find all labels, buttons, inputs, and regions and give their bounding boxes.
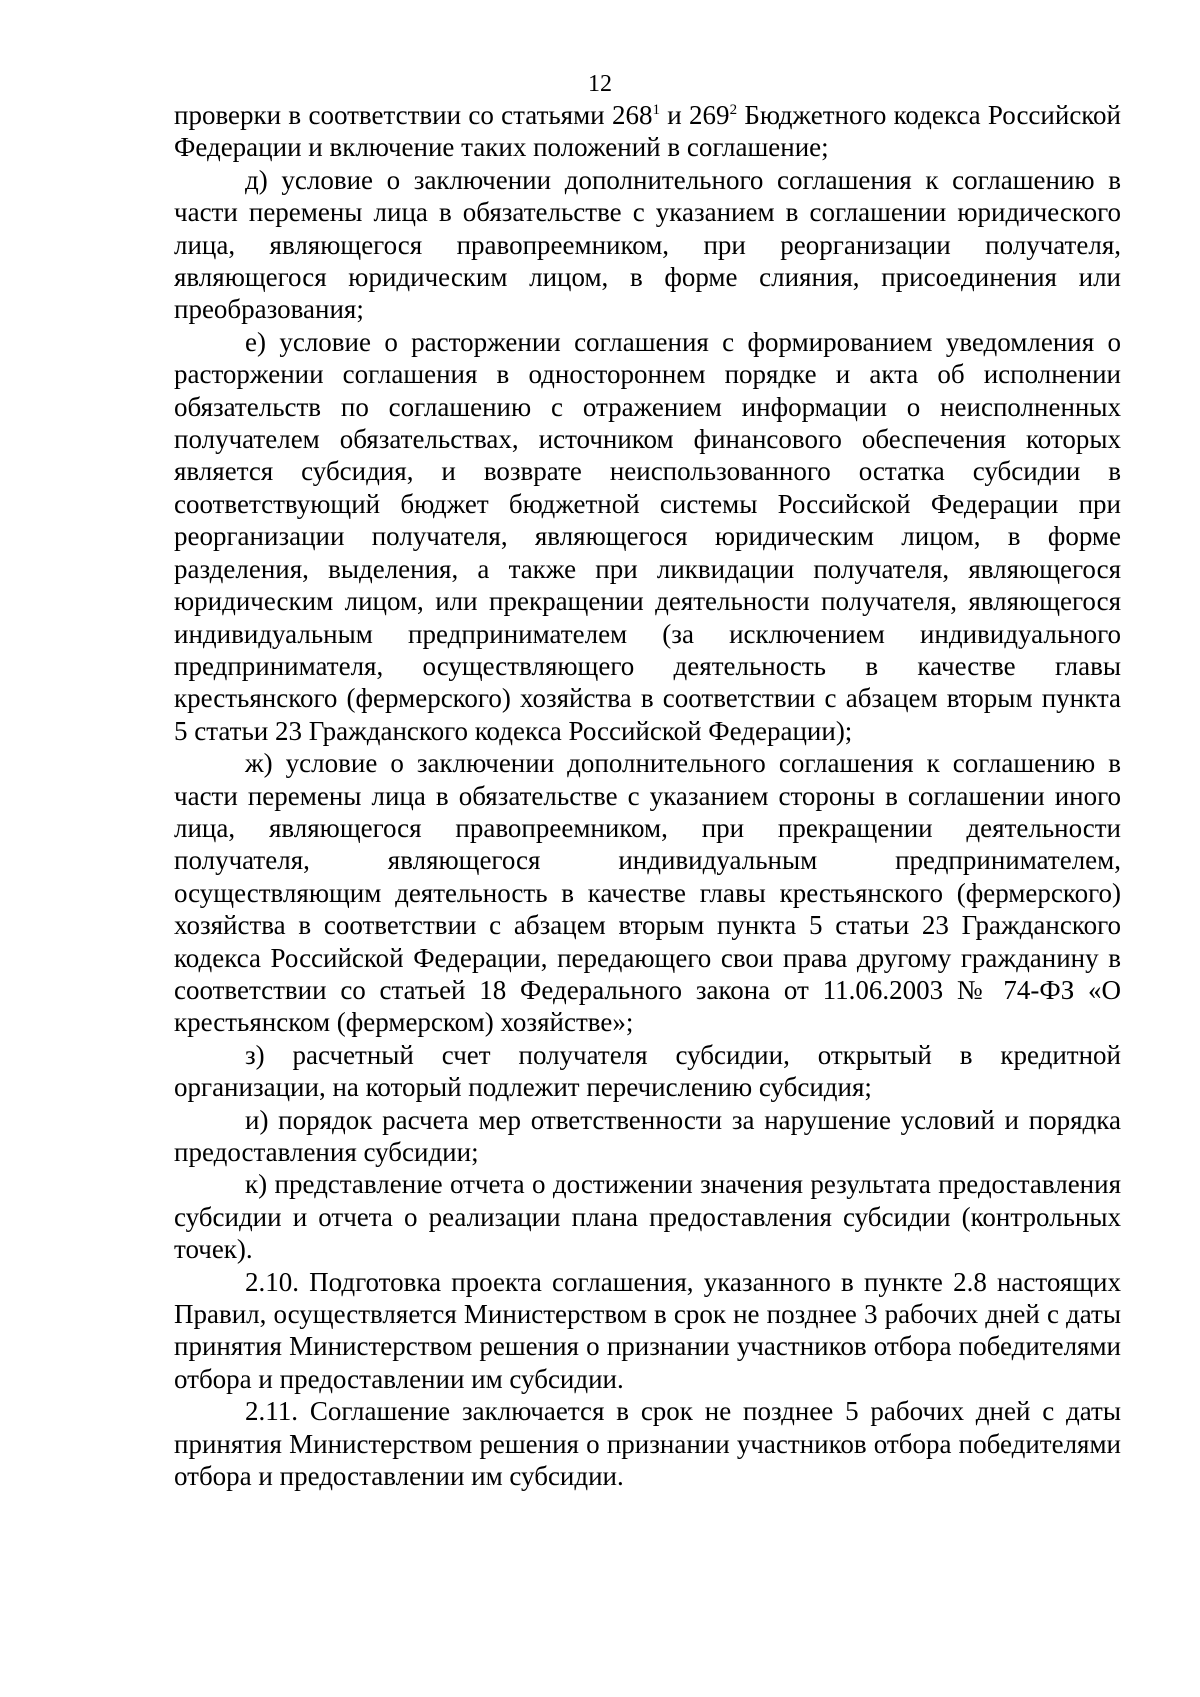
document-body [174,99,1121,1492]
paragraph-text: проверки в соответствии со статьями 268 [174,100,653,130]
paragraph-item-z: з) расчетный счет получателя субсидии, открытый в кредитной организации, на который подлежит перечислению субсидия; [174,1039,1121,1103]
paragraph-item-zh: ж) условие о заключении дополнительного соглашения к соглашению в части перемены лица в обязательстве с указанием стороны в соглашении иного лица, являющегося правопреемником, при прекращении деятельности получателя, являющегося индивидуальным предпринимателем, осуществляющим деятельность в качестве главы крестьянского (фермерского) хозяйства в соответствии с абзацем вторым пункта 5 статьи 23 Гражданского кодекса Российской Федерации, передающего свои права другому гражданину в соответствии со статьей 18 Федерального закона от 11.06.2003 № 74-ФЗ «О крестьянском (фермерском) хозяйстве»; [174,748,1121,1038]
superscript-one: 1 [652,102,660,118]
paragraph-text: и 269 [659,100,730,130]
paragraph-budget-code-check [174,99,1121,164]
paragraph-item-i: и) порядок расчета мер ответственности за нарушение условий и порядка предоставления субсидии; [174,1104,1121,1167]
paragraph-item-k: к) представление отчета о достижении значения результата предоставления субсидии и отчета о реализации плана предоставления субсидии (контрольных точек). [174,1169,1121,1265]
paragraph-2-11: 2.11. Соглашение заключается в срок не позднее 5 рабочих дней с даты принятия Министерством решения о признании участников отбора победителями отбора и предоставлении им субсидии. [174,1396,1121,1492]
superscript-two: 2 [729,102,738,118]
paragraph-item-d: д) условие о заключении дополнительного соглашения к соглашению в части перемены лица в обязательстве с указанием в соглашении юридического лица, являющегося правопреемником, при реорганизации получателя, являющегося юридическим лицом, в форме слияния, присоединения или преобразования; [174,164,1121,325]
paragraph-item-e: е) условие о расторжении соглашения с формированием уведомления о расторжении соглашения в одностороннем порядке и акта об исполнении обязательств по соглашению с отражением информации о неисполненных получателем обязательствах, источником финансового обеспечения которых является субсидия, и возврате неиспользованного остатка субсидии в соответствующий бюджет бюджетной системы Российской Федерации при реорганизации получателя, являющегося юридическим лицом, в форме разделения, выделения, а также при ликвидации получателя, являющегося юридическим лицом, или прекращении деятельности получателя, являющегося индивидуальным предпринимателем (за исключением индивидуального предпринимателя, осуществляющего деятельность в качестве главы крестьянского (фермерского) хозяйства в соответствии с абзацем вторым пункта 5 статьи 23 Гражданского кодекса Российской Федерации); [174,326,1121,746]
page-number: 12 [588,71,612,97]
paragraph-text: Бюджетного кодекса Российской Федерации и включение таких положений в соглашение; [174,100,1121,163]
paragraph-2-10: 2.10. Подготовка проекта соглашения, указанного в пункте 2.8 настоящих Правил, осуществляется Министерством в срок не позднее 3 рабочих дней с даты принятия Министерством решения о признании участников отбора победителями отбора и предоставлении им субсидии. [174,1266,1121,1394]
